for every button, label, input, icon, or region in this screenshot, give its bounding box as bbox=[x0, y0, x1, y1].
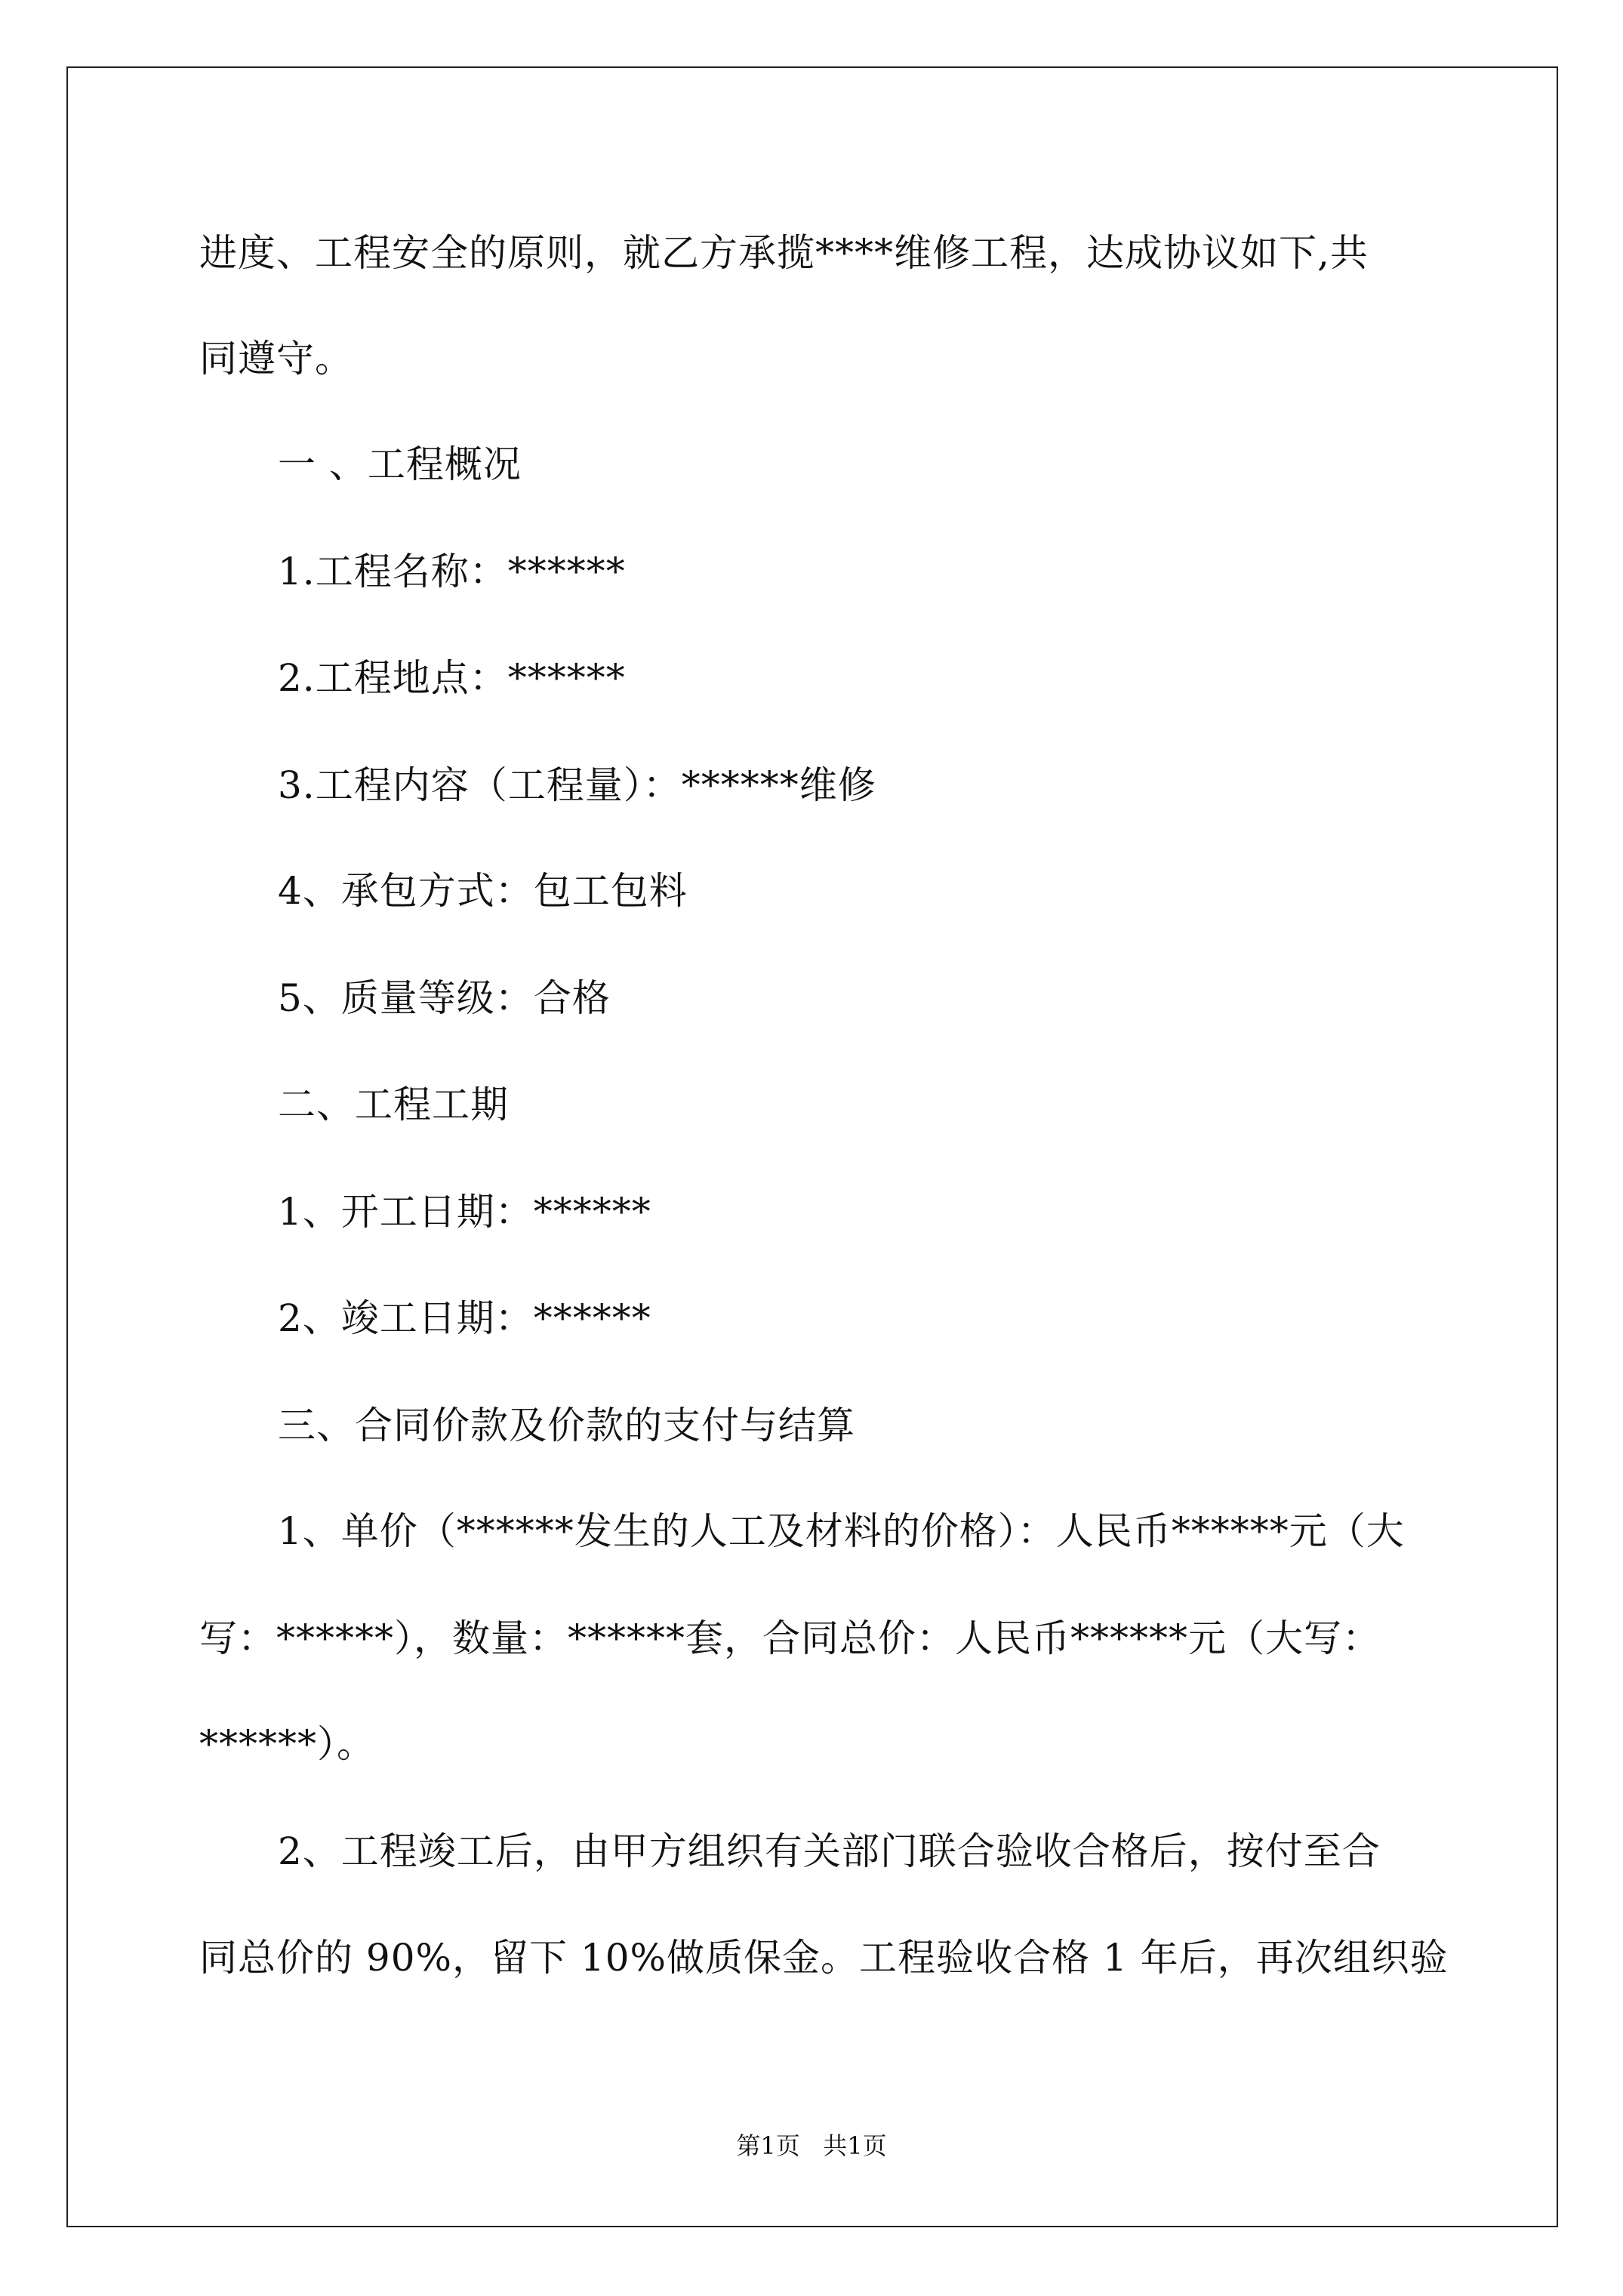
item-contract-method: 4、承包方式：包工包料 bbox=[278, 869, 688, 913]
paragraph-line: 同遵守。 bbox=[199, 337, 353, 381]
paragraph-line: 写：******），数量：******套，合同总价：人民币******元（大写： bbox=[199, 1616, 1381, 1660]
section-heading-payment: 三、合同价款及价款的支付与结算 bbox=[278, 1404, 855, 1447]
item-project-name: 1.工程名称：****** bbox=[278, 550, 626, 593]
paragraph-line: 同总价的 90%，留下 10%做质保金。工程验收合格 1 年后，再次组织验 bbox=[199, 1936, 1449, 1980]
item-completion-date: 2、竣工日期：****** bbox=[278, 1296, 651, 1340]
paragraph-line: 2、工程竣工后，由甲方组织有关部门联合验收合格后，按付至合 bbox=[278, 1829, 1381, 1873]
item-project-location: 2.工程地点：****** bbox=[278, 656, 626, 700]
item-quality-grade: 5、质量等级：合格 bbox=[278, 976, 611, 1020]
page-number-footer: 第1页 共1页 bbox=[736, 2131, 887, 2160]
item-start-date: 1、开工日期：****** bbox=[278, 1190, 651, 1234]
item-project-content: 3.工程内容（工程量）：******维修 bbox=[278, 763, 876, 807]
page-border bbox=[66, 66, 1558, 2227]
section-heading-schedule: 二、工程工期 bbox=[278, 1083, 509, 1126]
paragraph-line: ******）。 bbox=[199, 1722, 375, 1766]
paragraph-line: 1、单价（******发生的人工及材料的价格）：人民币******元（大 bbox=[278, 1509, 1405, 1553]
section-heading-overview: 一 、工程概况 bbox=[278, 442, 522, 486]
paragraph-line: 进度、工程安全的原则，就乙方承揽****维修工程，达成协议如下,共 bbox=[199, 231, 1369, 275]
